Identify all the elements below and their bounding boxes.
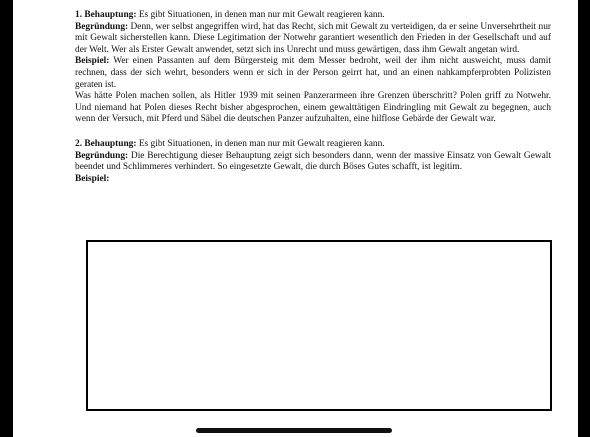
claim-2-label: 2. Behauptung: <box>75 138 137 149</box>
claim-1-label: 1. Behauptung: <box>75 10 137 20</box>
example-1-continuation: Was hätte Polen machen sollen, als Hitler 1939 mit seinen Panzerarmeen ihre Grenzen überschritt? Polen griff zu Notwehr. Und niemand hat Polen dieses Recht bisher abgesprochen, einem gewalttätigen Eindringling mit Gewalt zu begegnen, auch wenn der Versuch, mit Pferd und Säbel die deutschen Panzer aufzuhalten, eine hilflose Gebärde der Gewalt war. <box>75 91 551 125</box>
reason-2 <box>75 151 551 174</box>
document-page <box>13 0 578 437</box>
home-indicator-bar[interactable] <box>196 428 392 433</box>
example-1-label: Beispiel: <box>75 56 110 67</box>
example-2-answer-box[interactable] <box>86 240 552 411</box>
reason-1 <box>75 22 551 57</box>
example-1-text: Wer einen Passanten auf dem Bürgersteig mit dem Messer bedroht, weil der ihm nicht ausweicht, muss damit rechnen, dass der sich wehrt, besonders wenn er sich in der Person geirrt hat, und an einen nahkampferprobten Polizisten geraten ist. <box>75 56 551 90</box>
claim-2 <box>75 139 551 151</box>
claim-1 <box>75 10 551 22</box>
example-2-label: Beispiel: <box>75 173 110 184</box>
document-content <box>75 10 551 185</box>
example-1 <box>75 56 551 91</box>
reason-1-label: Begründung: <box>75 21 129 32</box>
example-2 <box>75 174 551 186</box>
reason-2-label: Begründung: <box>75 150 129 161</box>
reason-2-text: Die Berechtigung dieser Behauptung zeigt sich besonders dann, wenn der massive Einsatz von Gewalt Gewalt beendet und Schlimmeres verhindert. So eingesetzte Gewalt, die durch Böses Gutes schafft, ist legitim. <box>75 150 551 173</box>
claim-1-text: Es gibt Situationen, in denen man nur mit Gewalt reagieren kann. <box>136 10 385 20</box>
section-spacer <box>75 126 551 139</box>
reason-1-text: Denn, wer selbst angegriffen wird, hat das Recht, sich mit Gewalt zu verteidigen, da er seine Unversehrtheit nur mit Gewalt sicherstellen kann. Diese Legitimation der Notwehr garantiert wesentlich den Frieden in der Gesellschaft und auf der Welt. Wer als Erster Gewalt anwendet, setzt sich ins Unrecht und muss gewärtigen, dass ihm Gewalt angetan wird. <box>75 21 551 55</box>
claim-2-text: Es gibt Situationen, in denen man nur mit Gewalt reagieren kann. <box>136 138 385 149</box>
